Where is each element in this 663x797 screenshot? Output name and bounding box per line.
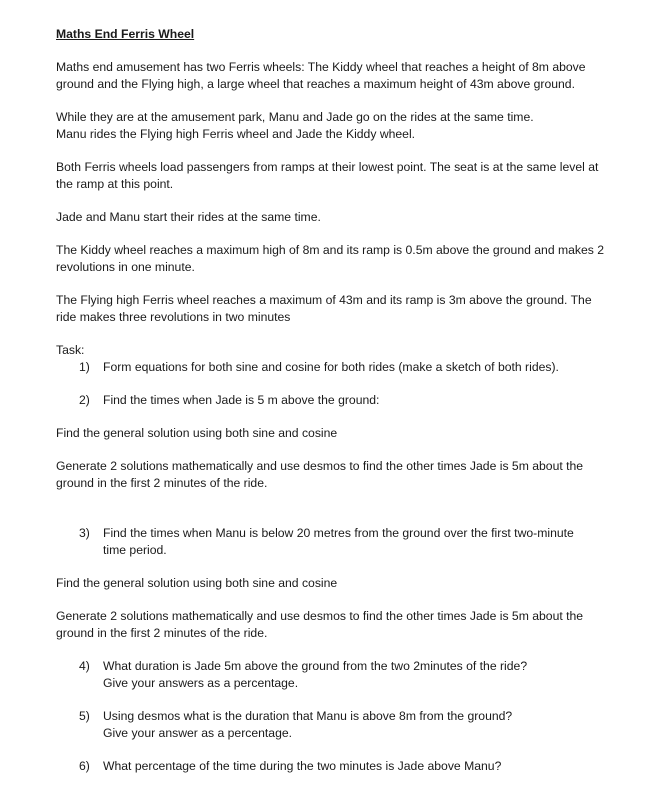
question-number: 6): [79, 759, 90, 773]
text-line: revolutions in one minute.: [56, 260, 195, 274]
riders-paragraph: [56, 109, 626, 143]
question-text: What percentage of the time during the two minutes is Jade above Manu?: [103, 759, 502, 773]
question-text: Form equations for both sine and cosine for both rides (make a sketch of both rides).: [103, 360, 559, 374]
question-3: [56, 525, 626, 559]
text-line: time period.: [103, 543, 167, 557]
question-text: [103, 658, 626, 692]
text-line: Maths end amusement has two Ferris wheels: The Kiddy wheel that reaches a height of 8m above: [56, 60, 586, 74]
document-title: Maths End Ferris Wheel: [56, 27, 195, 41]
text-line: the ramp at this point.: [56, 177, 174, 191]
text-line: ride makes three revolutions in two minutes: [56, 310, 291, 324]
question-text: [103, 525, 626, 559]
generate-solutions-instruction: [56, 458, 626, 492]
text-line: ground in the first 2 minutes of the ride.: [56, 476, 268, 490]
start-paragraph: Jade and Manu start their rides at the same time.: [56, 210, 321, 224]
text-line: Using desmos what is the duration that Manu is above 8m from the ground?: [103, 709, 513, 723]
question-number: 1): [79, 360, 90, 374]
text-line: ground in the first 2 minutes of the ride.: [56, 626, 268, 640]
general-solution-instruction: Find the general solution using both sine and cosine: [56, 426, 338, 440]
question-number: 2): [79, 393, 90, 407]
task-label: Task:: [56, 343, 85, 357]
question-number: 4): [79, 659, 90, 673]
text-line: The Flying high Ferris wheel reaches a maximum of 43m and its ramp is 3m above the ground. The: [56, 293, 592, 307]
question-4: [56, 658, 626, 692]
question-2: [56, 392, 626, 409]
text-line: Both Ferris wheels load passengers from ramps at their lowest point. The seat is at the same level at: [56, 160, 599, 174]
generate-solutions-instruction: [56, 608, 626, 642]
question-number: 3): [79, 526, 90, 540]
kiddy-wheel-paragraph: [56, 242, 626, 276]
text-line: Give your answer as a percentage.: [103, 726, 293, 740]
text-line: Generate 2 solutions mathematically and use desmos to find the other times Jade is 5m about the: [56, 459, 584, 473]
question-number: 5): [79, 709, 90, 723]
general-solution-instruction: Find the general solution using both sine and cosine: [56, 576, 338, 590]
text-line: ground and the Flying high, a large wheel that reaches a maximum height of 43m above ground.: [56, 77, 575, 91]
text-line: Manu rides the Flying high Ferris wheel and Jade the Kiddy wheel.: [56, 127, 416, 141]
text-line: Generate 2 solutions mathematically and use desmos to find the other times Jade is 5m about the: [56, 609, 584, 623]
intro-paragraph: [56, 59, 626, 93]
flying-high-paragraph: [56, 292, 626, 326]
text-line: Find the times when Manu is below 20 metres from the ground over the first two-minute: [103, 526, 574, 540]
text-line: Give your answers as a percentage.: [103, 676, 299, 690]
question-6: [56, 758, 626, 775]
question-1: [56, 359, 626, 376]
document-body: [56, 26, 626, 791]
text-line: The Kiddy wheel reaches a maximum high of 8m and its ramp is 0.5m above the ground and makes 2: [56, 243, 605, 257]
loading-paragraph: [56, 159, 626, 193]
text-line: While they are at the amusement park, Manu and Jade go on the rides at the same time.: [56, 110, 534, 124]
question-text: [103, 708, 626, 742]
question-5: [56, 708, 626, 742]
text-line: What duration is Jade 5m above the ground from the two 2minutes of the ride?: [103, 659, 528, 673]
question-text: Find the times when Jade is 5 m above the ground:: [103, 393, 380, 407]
